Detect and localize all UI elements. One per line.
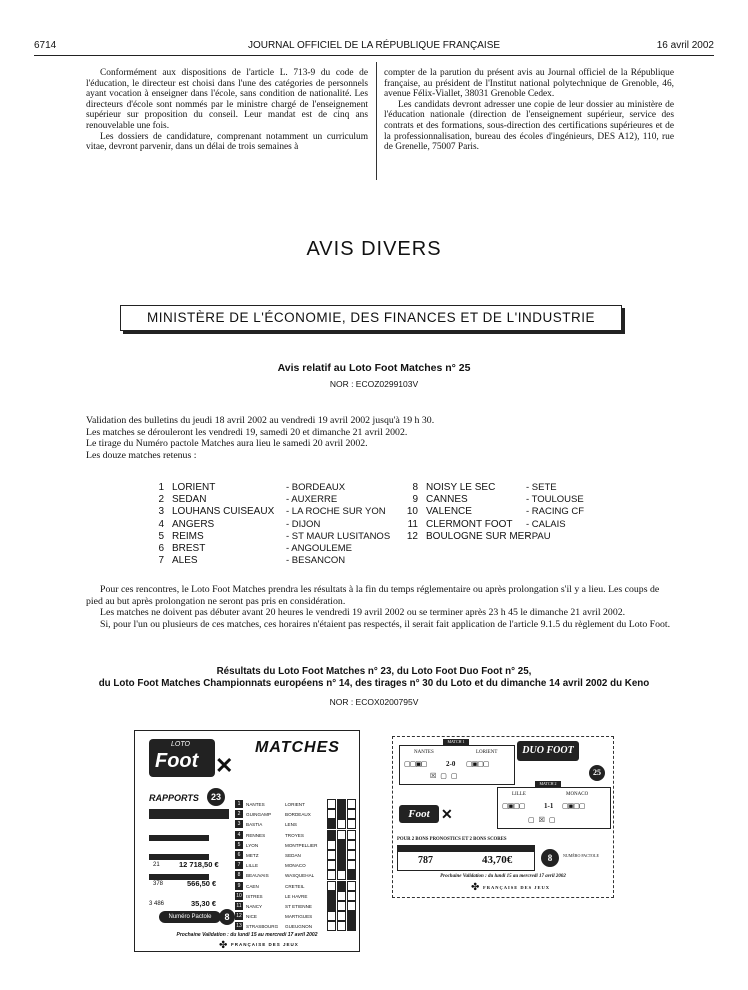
resultats-title-1: Résultats du Loto Foot Matches n° 23, du Loto Foot Duo Foot n° 25, xyxy=(216,666,532,677)
ticket-result-box xyxy=(327,840,336,850)
ticket-team-away: LE HAVRE xyxy=(285,893,308,899)
clover-icon: ✤ xyxy=(219,940,228,951)
ticket-team-row xyxy=(235,830,353,840)
rules-p1: Pour ces rencontres, le Loto Foot Matches prendra les résultats à la fin du temps réglementaire ou après prolongation s'il y a lieu. Les coups de pied au but après prolongation ne seront pas pris en considération. xyxy=(86,584,660,607)
ministry-box: MINISTÈRE DE L'ÉCONOMIE, DES FINANCES ET DE L'INDUSTRIE xyxy=(120,305,622,331)
avis-tirage: Le tirage du Numéro pactole Matches aura lieu le samedi 20 avril 2002. xyxy=(86,438,368,449)
match-home: ALES xyxy=(172,555,198,567)
ticket-result-box xyxy=(347,901,356,911)
match-row xyxy=(404,482,557,494)
match-away: - BESANCON xyxy=(286,555,346,567)
ticket-result-box xyxy=(327,870,336,880)
ticket-team-result-grid xyxy=(327,809,356,819)
ticket-team-number: 6 xyxy=(235,851,243,859)
avis-nor: NOR : ECOZ0299103V xyxy=(329,379,419,389)
ticket-result-box xyxy=(347,840,356,850)
header-rule xyxy=(34,55,714,56)
match1-home: NANTES xyxy=(414,750,434,755)
match-row xyxy=(150,555,346,567)
duo-foot-logo: DUO FOOT xyxy=(517,741,579,761)
ticket-team-away: SEDAN xyxy=(285,852,301,858)
ticket-result-box xyxy=(337,840,346,850)
loto-foot-logo xyxy=(149,739,215,777)
match-row xyxy=(404,530,551,543)
ticket-team-home: LYON xyxy=(246,842,259,848)
ticket-result-box xyxy=(347,819,356,829)
match-home: LORIENT xyxy=(172,482,216,493)
ticket-result-box xyxy=(337,819,346,829)
ticket-team-home: LILLE xyxy=(246,863,259,869)
match-number: 4 xyxy=(158,518,164,530)
match-away: - PAU xyxy=(526,530,551,542)
ticket-team-row xyxy=(235,881,353,891)
match-away: - LA ROCHE SUR YON xyxy=(286,506,386,518)
bons-label: POUR 2 BONS PRONOSTICS ET 2 BONS SCORES xyxy=(397,837,507,842)
ticket-result-box xyxy=(327,819,336,829)
ticket-result-box xyxy=(347,870,356,880)
match-number: 6 xyxy=(158,542,164,554)
ticket-team-result-grid xyxy=(327,850,356,860)
ticket-team-row xyxy=(235,840,353,850)
rapports-label: RAPPORTS xyxy=(149,793,199,803)
ticket-team-away: GUEUGNON xyxy=(285,924,313,930)
match-away: - DIJON xyxy=(286,518,321,530)
logo-main-text: Foot xyxy=(155,750,199,772)
match-row xyxy=(150,482,346,494)
match1-grid-left: ▢▢▣▢ xyxy=(404,760,427,768)
duo-loto-foot-logo: Foot xyxy=(399,805,439,823)
ticket-team-away: CRETEIL xyxy=(285,883,305,889)
resultats-nor: NOR : ECOX0200795V xyxy=(329,697,419,707)
ticket-team-number: 9 xyxy=(235,882,243,890)
left-column xyxy=(86,68,368,153)
duo-foot-number: 25 xyxy=(589,765,605,781)
ticket-team-result-grid xyxy=(327,830,356,840)
match-away: - CALAIS xyxy=(526,518,566,530)
duo-amount: 43,70€ xyxy=(482,854,513,866)
ticket-result-box xyxy=(327,809,336,819)
ticket-right-fdj: FRANÇAISE DES JEUX xyxy=(483,885,551,890)
row2-count: 378 xyxy=(153,881,164,887)
ticket-result-box xyxy=(327,881,336,891)
match-away: - ANGOULEME xyxy=(286,542,352,554)
ticket-team-number: 7 xyxy=(235,861,243,869)
match-number: 2 xyxy=(158,494,164,506)
column-divider xyxy=(376,62,377,180)
duo-foot-ticket xyxy=(392,736,614,898)
right-paragraph-2: Les candidats devront adresser une copie de leur dossier au ministère de l'éducation nationale (direction de l'enseignement supérieur, service des contrats et des formations, sous-direction des certifications supérieures et de la professionnalisation, bureau des écoles d'ingénieurs, DES A12), 110, rue de Grenelle, 75007 Paris. xyxy=(384,99,674,153)
duo-pactole-label: NUMÉRO PACTOLE xyxy=(563,853,599,858)
match-row xyxy=(150,542,352,555)
ticket-result-box xyxy=(347,911,356,921)
ticket-result-box xyxy=(327,891,336,901)
ticket-team-number: 1 xyxy=(235,800,243,808)
ticket-result-box xyxy=(327,901,336,911)
match-row xyxy=(404,518,566,531)
ticket-team-row xyxy=(235,911,353,921)
resultats-title-2: du Loto Foot Matches Championnats européens n° 14, des tirages n° 30 du Loto et du dimanche 14 avril 2002 du Keno xyxy=(98,678,650,689)
ticket-team-row xyxy=(235,870,353,880)
ticket-team-result-grid xyxy=(327,840,356,850)
row1-count: 21 xyxy=(153,862,160,868)
ticket-result-box xyxy=(327,860,336,870)
ticket-team-number: 11 xyxy=(236,902,242,909)
match-number: 3 xyxy=(158,506,164,518)
match-number: 9 xyxy=(412,494,418,506)
match-home: VALENCE xyxy=(426,506,472,518)
ticket-result-box xyxy=(337,911,346,921)
pactole-label: Numéro Pactole xyxy=(159,911,221,923)
match-row xyxy=(150,494,338,506)
match-away: - ST MAUR LUSITANOS xyxy=(286,530,391,542)
ticket-team-row xyxy=(235,819,353,829)
ticket-team-home: ISTRES xyxy=(246,893,263,899)
ticket-team-number: 13 xyxy=(236,923,242,930)
match-away: - SETE xyxy=(526,482,557,493)
ticket-team-row xyxy=(235,799,353,809)
match1-result-boxes: ☒▢▢ xyxy=(430,772,462,780)
ticket-result-box xyxy=(337,860,346,870)
page-number: 6714 xyxy=(34,40,57,51)
match2-label: MATCH 2 xyxy=(535,781,561,787)
ticket-team-home: BASTIA xyxy=(246,822,263,828)
match-row xyxy=(404,506,585,518)
ticket-x-mark: ✕ xyxy=(215,753,234,778)
match2-grid-left: ▢▣▢▢ xyxy=(502,802,525,810)
rules-p2: Les matches ne doivent pas débuter avant 20 heures le vendredi 19 avril 2002 ou se terminer après 23 h 45 le dimanche 21 avril 2002. xyxy=(100,607,626,618)
ticket-result-box xyxy=(337,799,346,809)
journal-title: JOURNAL OFFICIEL DE LA RÉPUBLIQUE FRANÇAISE xyxy=(247,40,501,51)
ticket-result-box xyxy=(337,901,346,911)
section-title: AVIS DIVERS xyxy=(306,238,442,260)
ticket-team-row xyxy=(235,901,353,911)
avis-deroulement: Les matches se dérouleront les vendredi 19, samedi 20 et dimanche 21 avril 2002. xyxy=(86,426,408,438)
ticket-team-home: CAEN xyxy=(246,883,259,889)
ticket-result-box xyxy=(347,860,356,870)
ticket-result-box xyxy=(337,921,346,931)
matches-word: MATCHES xyxy=(255,739,340,756)
ticket-result-box xyxy=(337,809,346,819)
left-paragraph-2: Les dossiers de candidature, comprenant notamment un curriculum vitae, devront parvenir, dans un délai de trois semaines à xyxy=(86,131,368,153)
ticket-result-box xyxy=(347,809,356,819)
avis-body xyxy=(86,415,676,461)
ticket-result-box xyxy=(347,830,356,840)
match-home: NOISY LE SEC xyxy=(426,482,496,493)
match-away: - AUXERRE xyxy=(286,494,338,506)
ticket-team-home: NANCY xyxy=(246,903,263,909)
ticket-team-home: STRASBOURG xyxy=(246,924,279,930)
matches-left-list xyxy=(150,482,391,567)
ticket-result-box xyxy=(327,799,336,809)
ticket-result-box xyxy=(347,850,356,860)
match-number: 8 xyxy=(412,482,418,493)
ticket-result-box xyxy=(337,850,346,860)
duo-count: 787 xyxy=(418,855,433,866)
ticket-team-home: RENNES xyxy=(246,832,266,838)
match-home: REIMS xyxy=(172,530,204,542)
ticket-right-prochaine: Prochaine Validation : du lundi 15 au mercredi 17 avril 2002 xyxy=(440,874,566,879)
ticket-result-box xyxy=(347,921,356,931)
ticket-team-home: GUINGAMP xyxy=(246,812,272,818)
ticket-team-away: ST ETIENNE xyxy=(285,903,312,909)
right-column xyxy=(384,68,674,153)
avis-title: Avis relatif au Loto Foot Matches n° 25 xyxy=(277,362,471,374)
ticket-team-result-grid xyxy=(327,870,356,880)
ticket-team-result-grid xyxy=(327,799,356,809)
duo-result-box xyxy=(397,845,535,871)
ticket-team-away: MONACO xyxy=(285,863,306,869)
match1-label: MATCH 1 xyxy=(443,739,469,745)
ticket-team-away: LENS xyxy=(285,822,298,828)
match1-score: 2-0 xyxy=(446,760,456,768)
loto-foot-matches-ticket xyxy=(134,730,360,952)
ticket-team-home: NICE xyxy=(246,914,257,920)
rapports-number: 23 xyxy=(207,788,225,806)
rules-p3: Si, pour l'un ou plusieurs de ces matches, ces horaires n'étaient pas respectés, il serait fait application de l'article 9.1.5 du règlement du Loto Foot. xyxy=(100,618,671,630)
matches-right-list xyxy=(404,482,585,543)
ticket-team-away: MARTIGUES xyxy=(285,914,313,920)
row1-amount: 12 718,50 € xyxy=(179,860,219,869)
ticket-result-box xyxy=(337,891,346,901)
ticket-result-box xyxy=(337,870,346,880)
ticket-team-number: 2 xyxy=(235,810,243,818)
rules-body xyxy=(86,584,676,630)
match2-score: 1-1 xyxy=(544,802,554,810)
ticket-team-number: 8 xyxy=(235,871,243,879)
match-number: 7 xyxy=(158,555,164,567)
match-home: CLERMONT FOOT xyxy=(426,518,513,530)
pactole-number: 8 xyxy=(219,909,235,925)
ticket-result-box xyxy=(347,881,356,891)
match-home: SEDAN xyxy=(172,494,207,506)
ticket-team-result-grid xyxy=(327,860,356,870)
ticket-team-home: METZ xyxy=(246,852,259,858)
ticket-team-result-grid xyxy=(327,881,356,891)
match-row xyxy=(150,506,386,518)
match2-grid-right: ▢▣▢▢ xyxy=(562,802,585,810)
ticket-team-away: LORIENT xyxy=(285,802,305,807)
match1-grid-right: ▢▣▢▢ xyxy=(466,760,489,768)
ticket-team-row xyxy=(235,891,353,901)
ticket-team-away: WASQUEHAL xyxy=(285,873,315,879)
match2-away: MONACO xyxy=(566,792,589,797)
match-home: CANNES xyxy=(426,494,468,506)
right-paragraph-1: compter de la parution du présent avis au Journal officiel de la République française, au président de l'Institut national polytechnique de Grenoble, 46, avenue Félix-Viallet, 38031 Grenoble Cedex. xyxy=(384,68,674,100)
ticket-result-box xyxy=(347,891,356,901)
ticket-team-row xyxy=(235,850,353,860)
match-home: LOUHANS CUISEAUX xyxy=(172,506,275,518)
left-paragraph-1: Conformément aux dispositions de l'article L. 713-9 du code de l'éducation, le directeur est choisi dans l'une des catégories de personnels ayant vocation à enseigner dans l'école, sans condition de nationalité. Les directeurs d'école sont nommés par le ministre chargé de l'enseignement supérieur sur proposition du conseil. Leur mandat est de cinq ans renouvelable une fois. xyxy=(86,68,368,131)
ticket-team-number: 4 xyxy=(235,831,243,839)
match-row xyxy=(150,530,391,543)
match-away: - TOULOUSE xyxy=(526,494,584,506)
ticket-result-box xyxy=(327,911,336,921)
match-home: BOULOGNE SUR MER xyxy=(426,530,532,542)
match-home: ANGERS xyxy=(172,518,215,530)
ticket-team-away: BORDEAUX xyxy=(285,812,311,818)
match-away: - BORDEAUX xyxy=(286,482,346,493)
match2-result-boxes: ▢☒▢ xyxy=(528,816,560,824)
ticket-team-result-grid xyxy=(327,891,356,901)
ticket-team-result-grid xyxy=(327,819,356,829)
duo-pactole-number: 8 xyxy=(541,849,559,867)
ticket-team-away: TROYES xyxy=(285,832,304,838)
ticket-result-box xyxy=(327,850,336,860)
ticket-left-prochaine: Prochaine Validation : du lundi 15 au mercredi 17 avril 2002 xyxy=(176,932,318,938)
ticket-team-away: MONTPELLIER xyxy=(285,842,318,848)
rapports-header-bar xyxy=(149,809,229,819)
ticket-result-box xyxy=(337,881,346,891)
row3-count: 3 486 xyxy=(149,901,165,907)
ticket-team-row xyxy=(235,860,353,870)
ticket-result-box xyxy=(337,830,346,840)
header-date: 16 avril 2002 xyxy=(656,40,714,51)
ticket-team-result-grid xyxy=(327,901,356,911)
ticket-team-home: BEAUVAIS xyxy=(246,873,269,879)
ticket-team-row xyxy=(235,921,353,931)
match-number: 12 xyxy=(406,530,418,542)
match2-home: LILLE xyxy=(512,792,526,797)
clover-icon-right: ✤ xyxy=(471,882,480,893)
match2-box xyxy=(497,787,611,829)
match-number: 5 xyxy=(158,530,164,542)
ticket-result-box xyxy=(327,830,336,840)
duo-x-mark: ✕ xyxy=(441,808,453,823)
match-number: 11 xyxy=(407,518,418,530)
ticket-result-box xyxy=(347,799,356,809)
match-number: 1 xyxy=(158,482,164,493)
match-home: BREST xyxy=(172,542,206,554)
ticket-team-number: 5 xyxy=(235,841,243,849)
avis-douze: Les douze matches retenus : xyxy=(86,449,197,461)
row3-amount: 35,30 € xyxy=(191,899,217,908)
rank-bar-1 xyxy=(149,835,209,841)
ticket-team-home: NANTES xyxy=(246,802,265,807)
ticket-team-result-grid xyxy=(327,921,356,931)
ticket-team-result-grid xyxy=(327,911,356,921)
ticket-teams-list xyxy=(235,799,353,931)
ticket-team-number: 3 xyxy=(235,820,243,828)
ticket-team-number: 10 xyxy=(236,892,242,899)
ticket-result-box xyxy=(327,921,336,931)
ticket-team-row xyxy=(235,809,353,819)
duo-result-header xyxy=(398,846,534,852)
logo-top-text: LOTO xyxy=(171,741,190,748)
match-number: 10 xyxy=(406,506,418,518)
match-row xyxy=(404,494,584,506)
match-row xyxy=(150,518,321,531)
avis-validation: Validation des bulletins du jeudi 18 avril 2002 au vendredi 19 avril 2002 jusqu'à 19 h 30. xyxy=(86,415,435,426)
match1-away: LORIENT xyxy=(476,750,498,755)
row2-amount: 566,50 € xyxy=(187,879,217,888)
match1-box xyxy=(399,745,515,785)
match-away: - RACING CF xyxy=(526,506,585,518)
ticket-team-number: 12 xyxy=(236,913,242,920)
ticket-left-fdj: FRANÇAISE DES JEUX xyxy=(231,942,299,947)
